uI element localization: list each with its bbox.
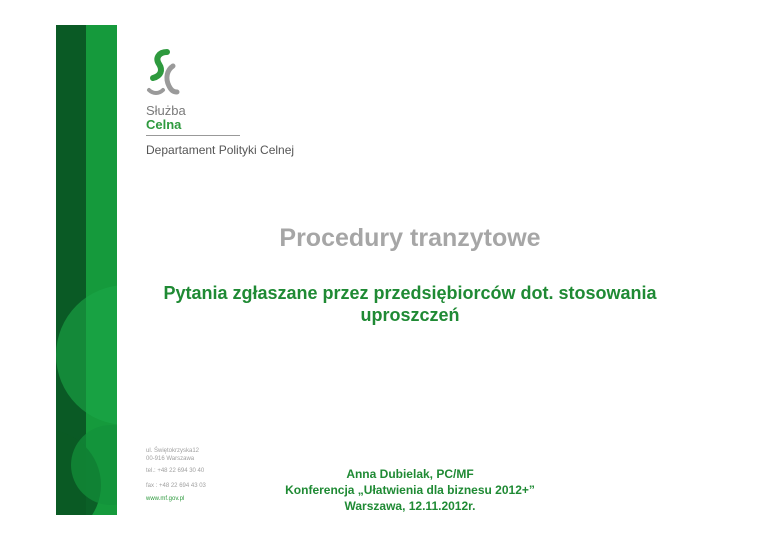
contact-tel: tel.: +48 22 694 30 40	[146, 468, 205, 474]
footer-place-date: Warszawa, 12.11.2012r.	[344, 499, 476, 513]
sluzba-celna-logo-icon	[143, 48, 183, 98]
footer-author: Anna Dubielak, PC/MF	[346, 467, 474, 481]
footer-conference: Konferencja „Ułatwienia dla biznesu 2012+”	[285, 483, 535, 497]
brand-line1: Służba	[146, 103, 186, 118]
presentation-subtitle: Pytania zgłaszane przez przedsiębiorców dot. stosowania uproszczeń	[163, 283, 657, 325]
contact-city: 00-916 Warszawa	[146, 456, 195, 462]
brand-divider	[146, 135, 240, 136]
website-link[interactable]: www.mf.gov.pl	[146, 496, 185, 502]
brand-line2: Celna	[146, 117, 182, 132]
contact-street: ul. Świętokrzyska12	[146, 448, 200, 454]
presentation-title: Procedury tranzytowe	[279, 224, 541, 252]
footer-block	[260, 466, 560, 514]
decorative-green-band	[56, 25, 117, 515]
contact-fax: fax : +48 22 694 43 03	[146, 483, 206, 489]
department-name: Departament Polityki Celnej	[146, 143, 295, 157]
